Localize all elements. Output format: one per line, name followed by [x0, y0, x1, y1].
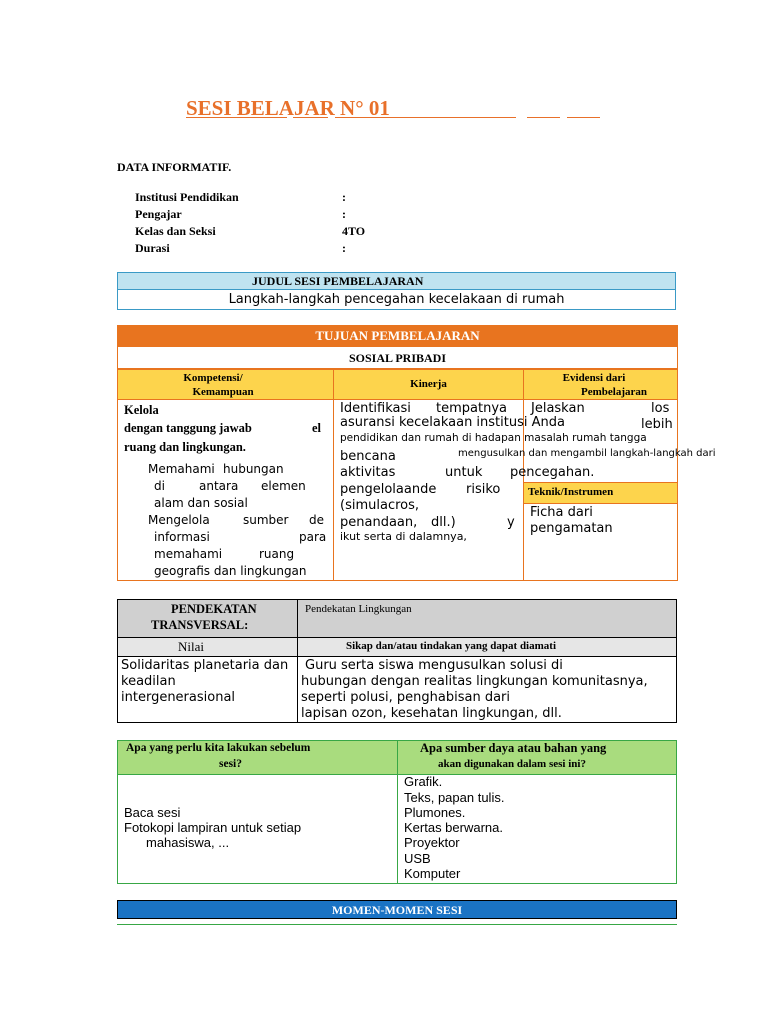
- pendekatan-label-cell: [117, 599, 298, 638]
- persiapan-header: [117, 740, 398, 775]
- judul-header-label: JUDUL SESI PEMBELAJARAN: [252, 274, 424, 288]
- kompetensi-item-text: alam dan sosial: [154, 496, 248, 510]
- resource-item: Teks, papan tulis.: [404, 790, 505, 805]
- resource-item: USB: [404, 851, 431, 866]
- resource-item: Kertas berwarna.: [404, 820, 503, 835]
- info-value: 4TO: [342, 224, 366, 238]
- teknik-text: Ficha dari: [530, 505, 593, 520]
- kompetensi-item-text: para: [299, 530, 327, 544]
- nilai-text: keadilan: [121, 674, 176, 689]
- kinerja-text: mengusulkan dan mengambil langkah-langkah dari: [458, 448, 716, 459]
- kompetensi-title: dengan tanggung jawab: [124, 421, 252, 435]
- persiapan-item: Fotokopi lampiran untuk setiap: [124, 820, 302, 835]
- sosial-pribadi-header: SOSIAL PRIBADI: [117, 346, 678, 369]
- kompetensi-item-text: di: [154, 479, 165, 493]
- resource-item: Plumones.: [404, 805, 466, 820]
- kinerja-text: Identifikasi: [340, 401, 411, 416]
- teknik-header: [523, 482, 678, 504]
- data-informatif-heading: DATA INFORMATIF.: [117, 160, 232, 174]
- kompetensi-item-text: sumber: [243, 513, 289, 527]
- page-title: SESI BELAJAR N° 01: [186, 96, 390, 120]
- kompetensi-header: [117, 369, 334, 400]
- kinerja-text: tempatnya: [436, 401, 507, 416]
- sikap-text: Guru serta siswa mengusulkan solusi di: [305, 658, 563, 673]
- kompetensi-item-text: ruang: [259, 547, 295, 561]
- kinerja-header-label: Kinerja: [410, 378, 447, 390]
- sumber-header-label: akan digunakan dalam sesi ini?: [438, 758, 586, 770]
- resource-item: Proyektor: [404, 835, 460, 850]
- kinerja-text: dll.): [431, 515, 456, 530]
- title-underline: [186, 117, 287, 118]
- kompetensi-item-text: elemen: [261, 479, 306, 493]
- kinerja-text: ikut serta di dalamnya,: [340, 530, 467, 543]
- kinerja-text: aktivitas: [340, 465, 396, 480]
- kinerja-text: pencegahan.: [510, 465, 595, 480]
- kinerja-text: y: [507, 515, 515, 530]
- kinerja-text: penandaan,: [340, 515, 418, 530]
- sumber-header: [397, 740, 677, 775]
- kompetensi-item-text: de: [309, 513, 324, 527]
- evidensi-header-line: Pembelajaran: [581, 386, 647, 398]
- evidensi-text: lebih: [641, 417, 673, 432]
- kompetensi-item-text: antara: [199, 479, 239, 493]
- persiapan-item: Baca sesi: [124, 805, 181, 820]
- sikap-text: lapisan ozon, kesehatan lingkungan, dll.: [301, 706, 562, 721]
- evidensi-header-line: Evidensi dari: [562, 372, 626, 384]
- kinerja-text: pengelolaande: [340, 482, 437, 497]
- kompetensi-item-text: memahami: [154, 547, 223, 561]
- info-label: Institusi Pendidikan: [135, 190, 239, 204]
- divider: [117, 924, 677, 925]
- sumber-header-label: Apa sumber daya atau bahan yang: [420, 741, 607, 755]
- sikap-header: [297, 637, 677, 657]
- persiapan-item: mahasiswa, ...: [146, 835, 230, 850]
- sikap-text: seperti polusi, penghabisan dari: [301, 690, 511, 705]
- kinerja-text: pendidikan dan rumah di hadapan masalah rumah tangga: [340, 432, 647, 444]
- title-underline: [293, 117, 328, 118]
- persiapan-header-label: sesi?: [219, 758, 242, 770]
- resource-item: Grafik.: [404, 774, 443, 789]
- kompetensi-title: Kelola: [124, 403, 159, 417]
- sikap-text: hubungan dengan realitas lingkungan komunitasnya,: [301, 674, 648, 689]
- kinerja-text: untuk: [445, 465, 483, 480]
- kompetensi-item-text: Memahami: [148, 462, 215, 476]
- kompetensi-title: el: [312, 421, 322, 435]
- title-underline: [567, 117, 600, 118]
- info-row-pengajar: [121, 207, 182, 222]
- title-underline: [335, 117, 516, 118]
- kinerja-text: (simulacros,: [340, 498, 420, 513]
- momen-header: MOMEN-MOMEN SESI: [117, 900, 677, 919]
- judul-value: Langkah-langkah pencegahan kecelakaan di rumah: [117, 290, 676, 310]
- persiapan-header-label: Apa yang perlu kita lakukan sebelum: [126, 742, 311, 754]
- info-value: :: [342, 241, 346, 255]
- pendekatan-value-cell: [297, 599, 677, 638]
- kinerja-text: bencana: [340, 449, 396, 464]
- info-label: Kelas dan Seksi: [135, 224, 216, 238]
- kinerja-text: risiko: [466, 482, 501, 497]
- pendekatan-value: Pendekatan Lingkungan: [305, 603, 412, 615]
- pendekatan-label: TRANSVERSAL:: [151, 618, 249, 632]
- kompetensi-header-line: Kompetensi/: [183, 372, 243, 384]
- info-label: Durasi: [135, 241, 170, 255]
- pendekatan-label: PENDEKATAN: [171, 602, 257, 616]
- info-label: Pengajar: [135, 207, 182, 221]
- evidensi-text: Jelaskan: [531, 401, 585, 416]
- kompetensi-item-text: hubungan: [223, 462, 284, 476]
- info-row-institusi: [121, 190, 239, 205]
- teknik-text: pengamatan: [530, 521, 613, 536]
- nilai-header-label: Nilai: [178, 639, 204, 654]
- nilai-text: intergenerasional: [121, 690, 236, 705]
- info-row-durasi: [121, 241, 170, 256]
- info-row-kelas: [121, 224, 216, 239]
- kinerja-header: [333, 369, 524, 400]
- kinerja-text: asuransi kecelakaan institusi Anda: [340, 415, 565, 430]
- tujuan-header: TUJUAN PEMBELAJARAN: [117, 325, 678, 346]
- resource-item: Komputer: [404, 866, 461, 881]
- evidensi-text: los: [651, 401, 670, 416]
- title-underline: [527, 117, 560, 118]
- kompetensi-item-text: geografis dan lingkungan: [154, 564, 307, 578]
- judul-header: [117, 272, 676, 290]
- info-value: :: [342, 190, 346, 204]
- evidensi-header: [523, 369, 678, 400]
- nilai-header: [117, 637, 298, 657]
- teknik-header-label: Teknik/Instrumen: [528, 486, 614, 498]
- kompetensi-header-line: Kemampuan: [192, 386, 254, 398]
- sikap-header-label: Sikap dan/atau tindakan yang dapat diamati: [346, 640, 556, 652]
- nilai-text: Solidaritas planetaria dan: [121, 658, 289, 673]
- kompetensi-item-text: informasi: [154, 530, 210, 544]
- kompetensi-item-text: Mengelola: [148, 513, 210, 527]
- kompetensi-title: ruang dan lingkungan.: [124, 440, 246, 454]
- info-value: :: [342, 207, 346, 221]
